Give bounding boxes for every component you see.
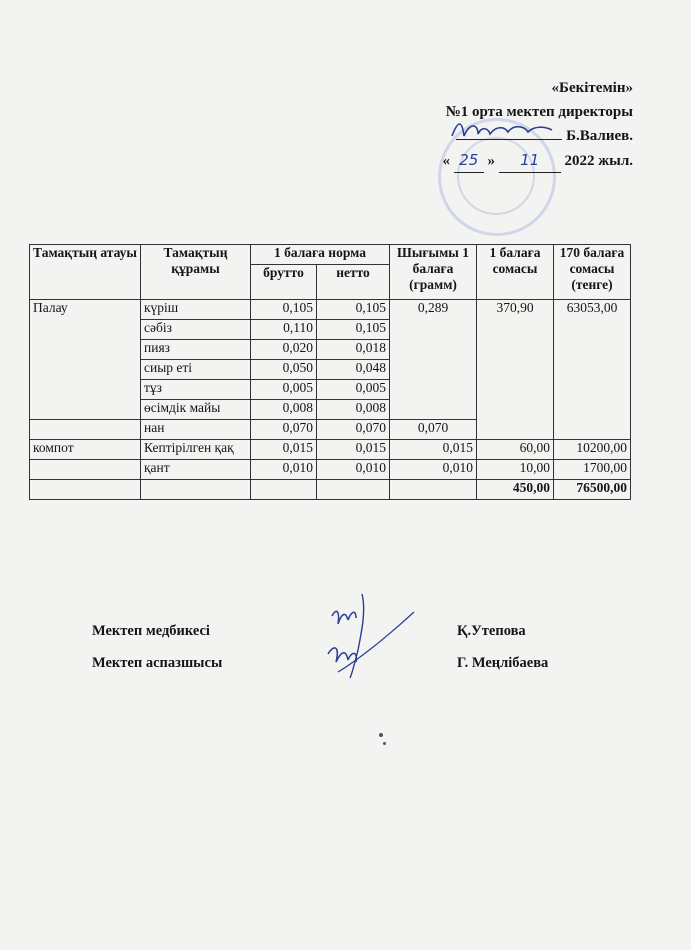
header-name: Тамақтың атауы [30,245,141,300]
dish-price: 370,90 [477,300,554,440]
table-row [30,300,631,320]
item-name: нан [141,420,251,440]
dish-name: компот [30,440,141,460]
item-brutto: 0,010 [251,460,317,480]
item-netto: 0,105 [317,300,390,320]
item-brutto: 0,110 [251,320,317,340]
director-signature-line [456,139,562,140]
header-norm: 1 балаға норма [251,245,390,265]
item-netto: 0,105 [317,320,390,340]
item-netto: 0,005 [317,380,390,400]
table-row [30,460,631,480]
item-netto: 0,015 [317,440,390,460]
date-year: 2022 жыл. [564,153,633,169]
header-total: 170 балаға сомасы (тенге) [554,245,631,300]
header-netto: нетто [317,265,390,300]
total-price: 450,00 [477,480,554,500]
empty-cell [251,480,317,500]
menu-table [29,244,631,500]
item-name: тұз [141,380,251,400]
empty-cell [30,480,141,500]
date-open-quote: « [442,153,450,169]
dish-total: 63053,00 [554,300,631,440]
item-total: 10200,00 [554,440,631,460]
nurse-role: Мектеп медбикесі [92,623,210,639]
empty-cell [141,480,251,500]
table-row [30,440,631,460]
item-netto: 0,070 [317,420,390,440]
paper-speck [383,742,386,745]
paper-speck [379,733,383,737]
item-netto: 0,048 [317,360,390,380]
header-price: 1 балаға сомасы [477,245,554,300]
header-output: Шығымы 1 балаға (грамм) [390,245,477,300]
item-output: 0,010 [390,460,477,480]
item-netto: 0,010 [317,460,390,480]
totals-row [30,480,631,500]
item-output: 0,015 [390,440,477,460]
item-price: 10,00 [477,460,554,480]
dish-name: Палау [30,300,141,420]
item-netto: 0,018 [317,340,390,360]
item-brutto: 0,105 [251,300,317,320]
item-brutto: 0,008 [251,400,317,420]
approval-date [442,148,633,173]
item-brutto: 0,070 [251,420,317,440]
item-name: пияз [141,340,251,360]
director-name: Б.Валиев. [566,128,633,144]
item-name: Кептірілген қақ [141,440,251,460]
empty-cell [30,460,141,480]
approval-position: №1 орта мектеп директоры [445,104,633,120]
header-composition: Тамақтың құрамы [141,245,251,300]
item-name: қант [141,460,251,480]
item-brutto: 0,015 [251,440,317,460]
item-brutto: 0,005 [251,380,317,400]
header-row [30,245,631,265]
staff-signatures [318,590,418,682]
item-name: сәбіз [141,320,251,340]
empty-cell [30,420,141,440]
date-close-quote: » [487,153,495,169]
nurse-name: Қ.Утепова [457,623,526,639]
item-name: күріш [141,300,251,320]
dish-output: 0,289 [390,300,477,420]
item-name: өсімдік майы [141,400,251,420]
item-brutto: 0,020 [251,340,317,360]
cook-role: Мектеп аспазшысы [92,655,223,671]
date-day: 25 [454,148,484,173]
empty-cell [390,480,477,500]
item-name: сиыр еті [141,360,251,380]
total-sum: 76500,00 [554,480,631,500]
header-brutto: брутто [251,265,317,300]
item-netto: 0,008 [317,400,390,420]
cook-name: Г. Меңлібаева [457,655,549,671]
item-total: 1700,00 [554,460,631,480]
item-price: 60,00 [477,440,554,460]
date-month: 11 [499,148,561,173]
empty-cell [317,480,390,500]
item-output: 0,070 [390,420,477,440]
item-brutto: 0,050 [251,360,317,380]
approval-title: «Бекітемін» [551,80,633,96]
